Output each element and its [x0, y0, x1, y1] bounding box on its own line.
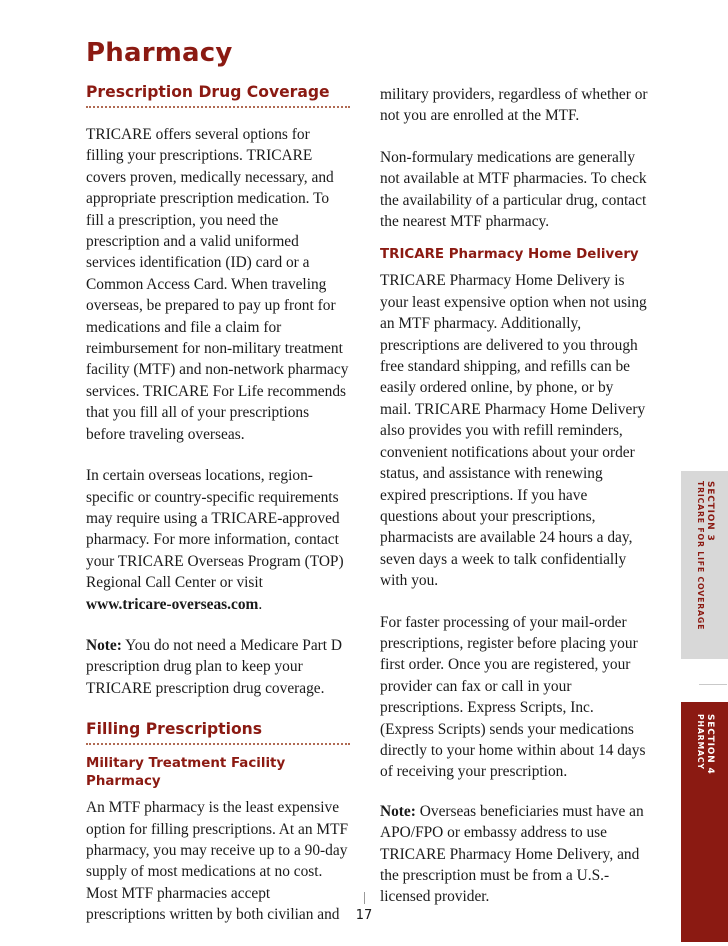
page-title: Pharmacy: [86, 38, 233, 68]
note-text: Overseas beneficiaries must have an APO/FPO or embassy address to use TRICARE Pharmacy Home Delivery, and the prescription must be from a U.S.-licensed provider.: [380, 802, 644, 906]
tab-divider: [699, 684, 727, 685]
note-label: Note:: [380, 802, 416, 820]
tab-section-3[interactable]: [681, 471, 728, 659]
left-column: [86, 82, 350, 946]
note-label: Note:: [86, 636, 122, 654]
page-number-rule: [364, 892, 365, 904]
paragraph-mtf-continued: military providers, regardless of whether or not you are enrolled at the MTF.: [380, 86, 648, 125]
heading-filling-prescriptions: Filling Prescriptions: [86, 719, 350, 745]
note-text: You do not need a Medicare Part D prescription drug plan to keep your TRICARE prescription drug coverage.: [86, 636, 343, 697]
tab-section-4[interactable]: [681, 702, 728, 942]
tab-section-3-text: [695, 481, 715, 630]
tab-section-4-label: SECTION 4: [705, 714, 715, 775]
heading-prescription-drug-coverage: Prescription Drug Coverage: [86, 82, 350, 108]
tab-section-4-title: PHARMACY: [696, 714, 705, 770]
paragraph-non-formulary: Non-formulary medications are generally not available at MTF pharmacies. To check the availability of a particular drug, contact the nearest MTF pharmacy.: [380, 148, 647, 231]
period: .: [258, 595, 263, 613]
paragraph-options: TRICARE offers several options for filling your prescriptions. TRICARE covers proven, medically necessary, and appropriate prescription medication. To fill a prescription, you need the prescription and a valid uniformed services identification (ID) card or a Common Access Card. When traveling overseas, be prepared to pay up front for medications and file a claim for reimbursement for non-military treatment facility (MTF) and non-network pharmacy services. TRICARE For Life recommends that you fill all of your prescriptions before traveling overseas.: [86, 126, 349, 443]
note-overseas-beneficiaries: [380, 801, 648, 908]
paragraph-mtf-pharmacy: An MTF pharmacy is the least expensive option for filling prescriptions. At an MTF pharmacy, you may receive up to a 90-day supply of most medications at no cost. Most MTF pharmacies accept prescriptions written by both civilian and: [86, 799, 349, 924]
paragraph-overseas-requirements: [86, 465, 350, 615]
tab-section-3-title: TRICARE FOR LIFE COVERAGE: [696, 481, 705, 631]
heading-mtf-pharmacy: Military Treatment Facility Pharmacy: [86, 756, 286, 790]
paragraph-faster-processing: For faster processing of your mail-order prescriptions, register before placing your first order. Once you are registered, your provider can fax or call in your prescriptions. Express Scripts, Inc. (Express Scripts) sends your medications directly to your home within about 14 days of receiving your prescription.: [380, 613, 646, 781]
tab-section-4-text: [695, 714, 715, 775]
note-medicare-part-d: [86, 635, 350, 699]
page-number: 17: [355, 908, 373, 923]
tricare-overseas-link[interactable]: www.tricare-overseas.com: [86, 595, 259, 613]
right-column: [380, 84, 648, 928]
section-tabs: [681, 0, 728, 942]
heading-home-delivery: TRICARE Pharmacy Home Delivery: [380, 247, 639, 263]
paragraph-overseas-text: In certain overseas locations, region-specific or country-specific requirements may require using a TRICARE-approved pharmacy. For more information, contact your TRICARE Overseas Program (TOP) Regional Call Center or visit: [86, 467, 344, 592]
paragraph-home-delivery: TRICARE Pharmacy Home Delivery is your least expensive option when not using an MTF pharmacy. Additionally, prescriptions are delivered to you through free standard shipping, and refills can be easily ordered online, by phone, or by mail. TRICARE Pharmacy Home Delivery also provides you with refill reminders, convenient notifications about your order status, and assistance with renewing expired prescriptions. If you have questions about your prescriptions, pharmacists are available 24 hours a day, seven days a week to talk confidentially with you.: [380, 272, 647, 590]
tab-section-3-label: SECTION 3: [705, 481, 715, 542]
